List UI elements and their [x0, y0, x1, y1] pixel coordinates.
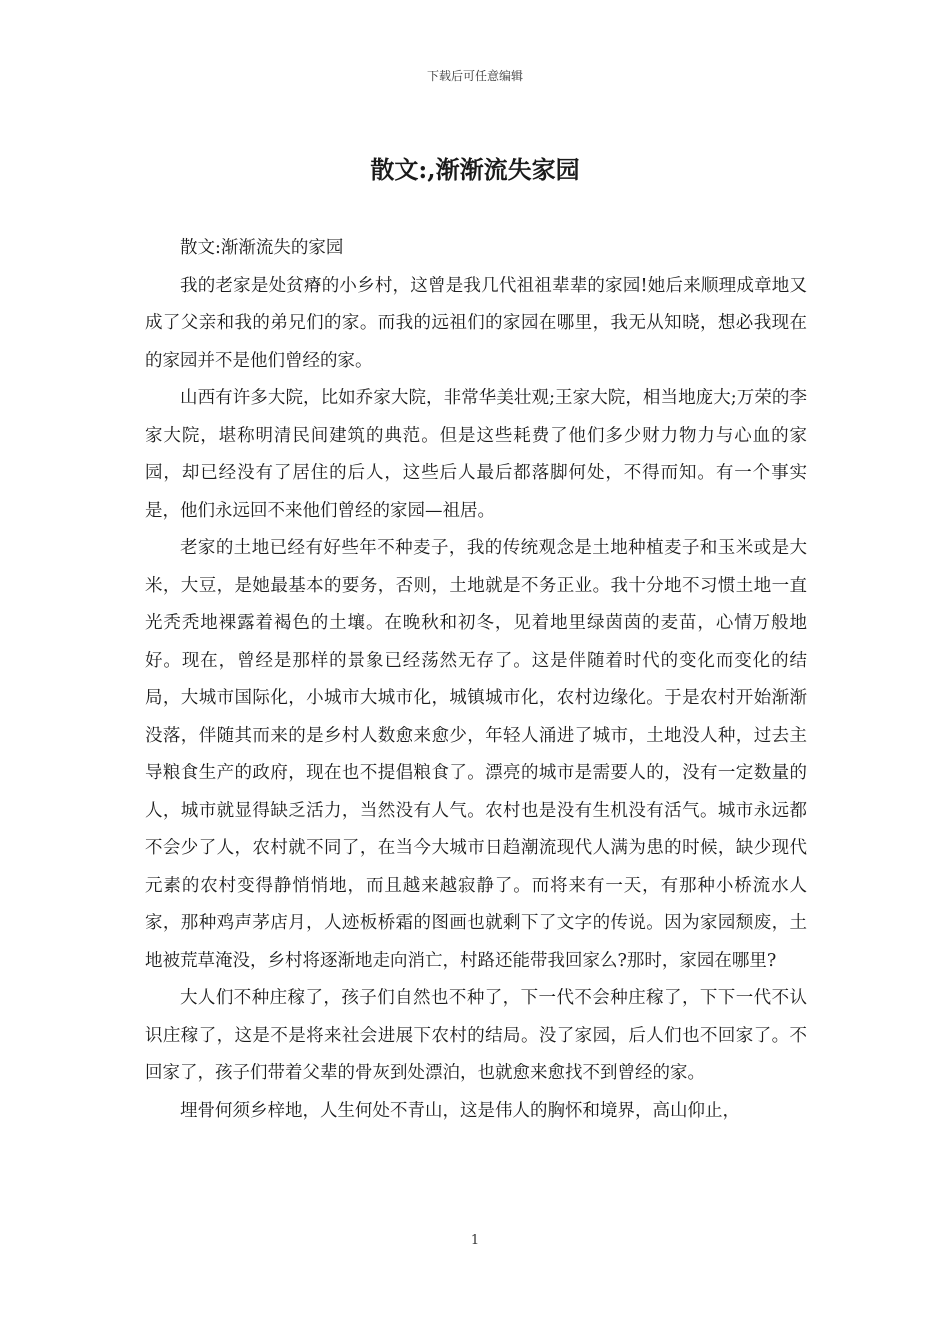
paragraph: 我的老家是处贫瘠的小乡村，这曾是我几代祖祖辈辈的家园!她后来顺理成章地又成了父亲和我的弟兄们的家。而我的远祖们的家园在哪里，我无从知晓，想必我现在的家园并不是他们曾经的家。 — [145, 275, 807, 371]
document-title: 散文:,渐渐流失家园 — [370, 155, 580, 184]
paragraph: 山西有许多大院，比如乔家大院，非常华美壮观;王家大院，相当地庞大;万荣的李家大院，堪称明清民间建筑的典范。但是这些耗费了他们多少财力物力与心血的家园，却已经没有了居住的后人，这些后人最后都落脚何处，不得而知。有一个事实是，他们永远回不来他们曾经的家园—祖居。 — [145, 388, 807, 521]
page-number: 1 — [470, 1233, 480, 1248]
document-body — [145, 230, 807, 1130]
paragraph: 埋骨何须乡梓地，人生何处不青山，这是伟人的胸怀和境界，高山仰止， — [180, 1100, 740, 1121]
paragraph: 老家的土地已经有好些年不种麦子，我的传统观念是土地种植麦子和玉米或是大米，大豆，是她最基本的要务，否则，土地就是不务正业。我十分地不习惯土地一直光秃秃地裸露着褐色的土壤。在晚秋和初冬，见着地里绿茵茵的麦苗，心情万般地好。现在，曾经是那样的景象已经荡然无存了。这是伴随着时代的变化而变化的结局，大城市国际化，小城市大城市化，城镇城市化，农村边缘化。于是农村开始渐渐没落，伴随其而来的是乡村人数愈来愈少，年轻人涌进了城市，土地没人种，过去主导粮食生产的政府，现在也不提倡粮食了。漂亮的城市是需要人的，没有一定数量的人，城市就显得缺乏活力，当然没有人气。农村也是没有生机没有活气。城市永远都不会少了人，农村就不同了，在当今大城市日趋潮流现代人满为患的时候，缺少现代元素的农村变得静悄悄地，而且越来越寂静了。而将来有一天，有那种小桥流水人家，那种鸡声茅店月，人迹板桥霜的图画也就剩下了文字的传说。因为家园颓废，土地被荒草淹没，乡村将逐渐地走向消亡，村路还能带我回家么?那时，家园在哪里? — [145, 538, 807, 971]
paragraph-subtitle: 散文:渐渐流失的家园 — [180, 238, 344, 258]
page-header-note: 下载后可任意编辑 — [426, 69, 523, 83]
paragraph: 大人们不种庄稼了，孩子们自然也不种了，下一代不会种庄稼了，下下一代不认识庄稼了，这是不是将来社会进展下农村的结局。没了家园，后人们也不回家了。不回家了，孩子们带着父辈的骨灰到处漂泊，也就愈来愈找不到曾经的家。 — [145, 988, 807, 1083]
